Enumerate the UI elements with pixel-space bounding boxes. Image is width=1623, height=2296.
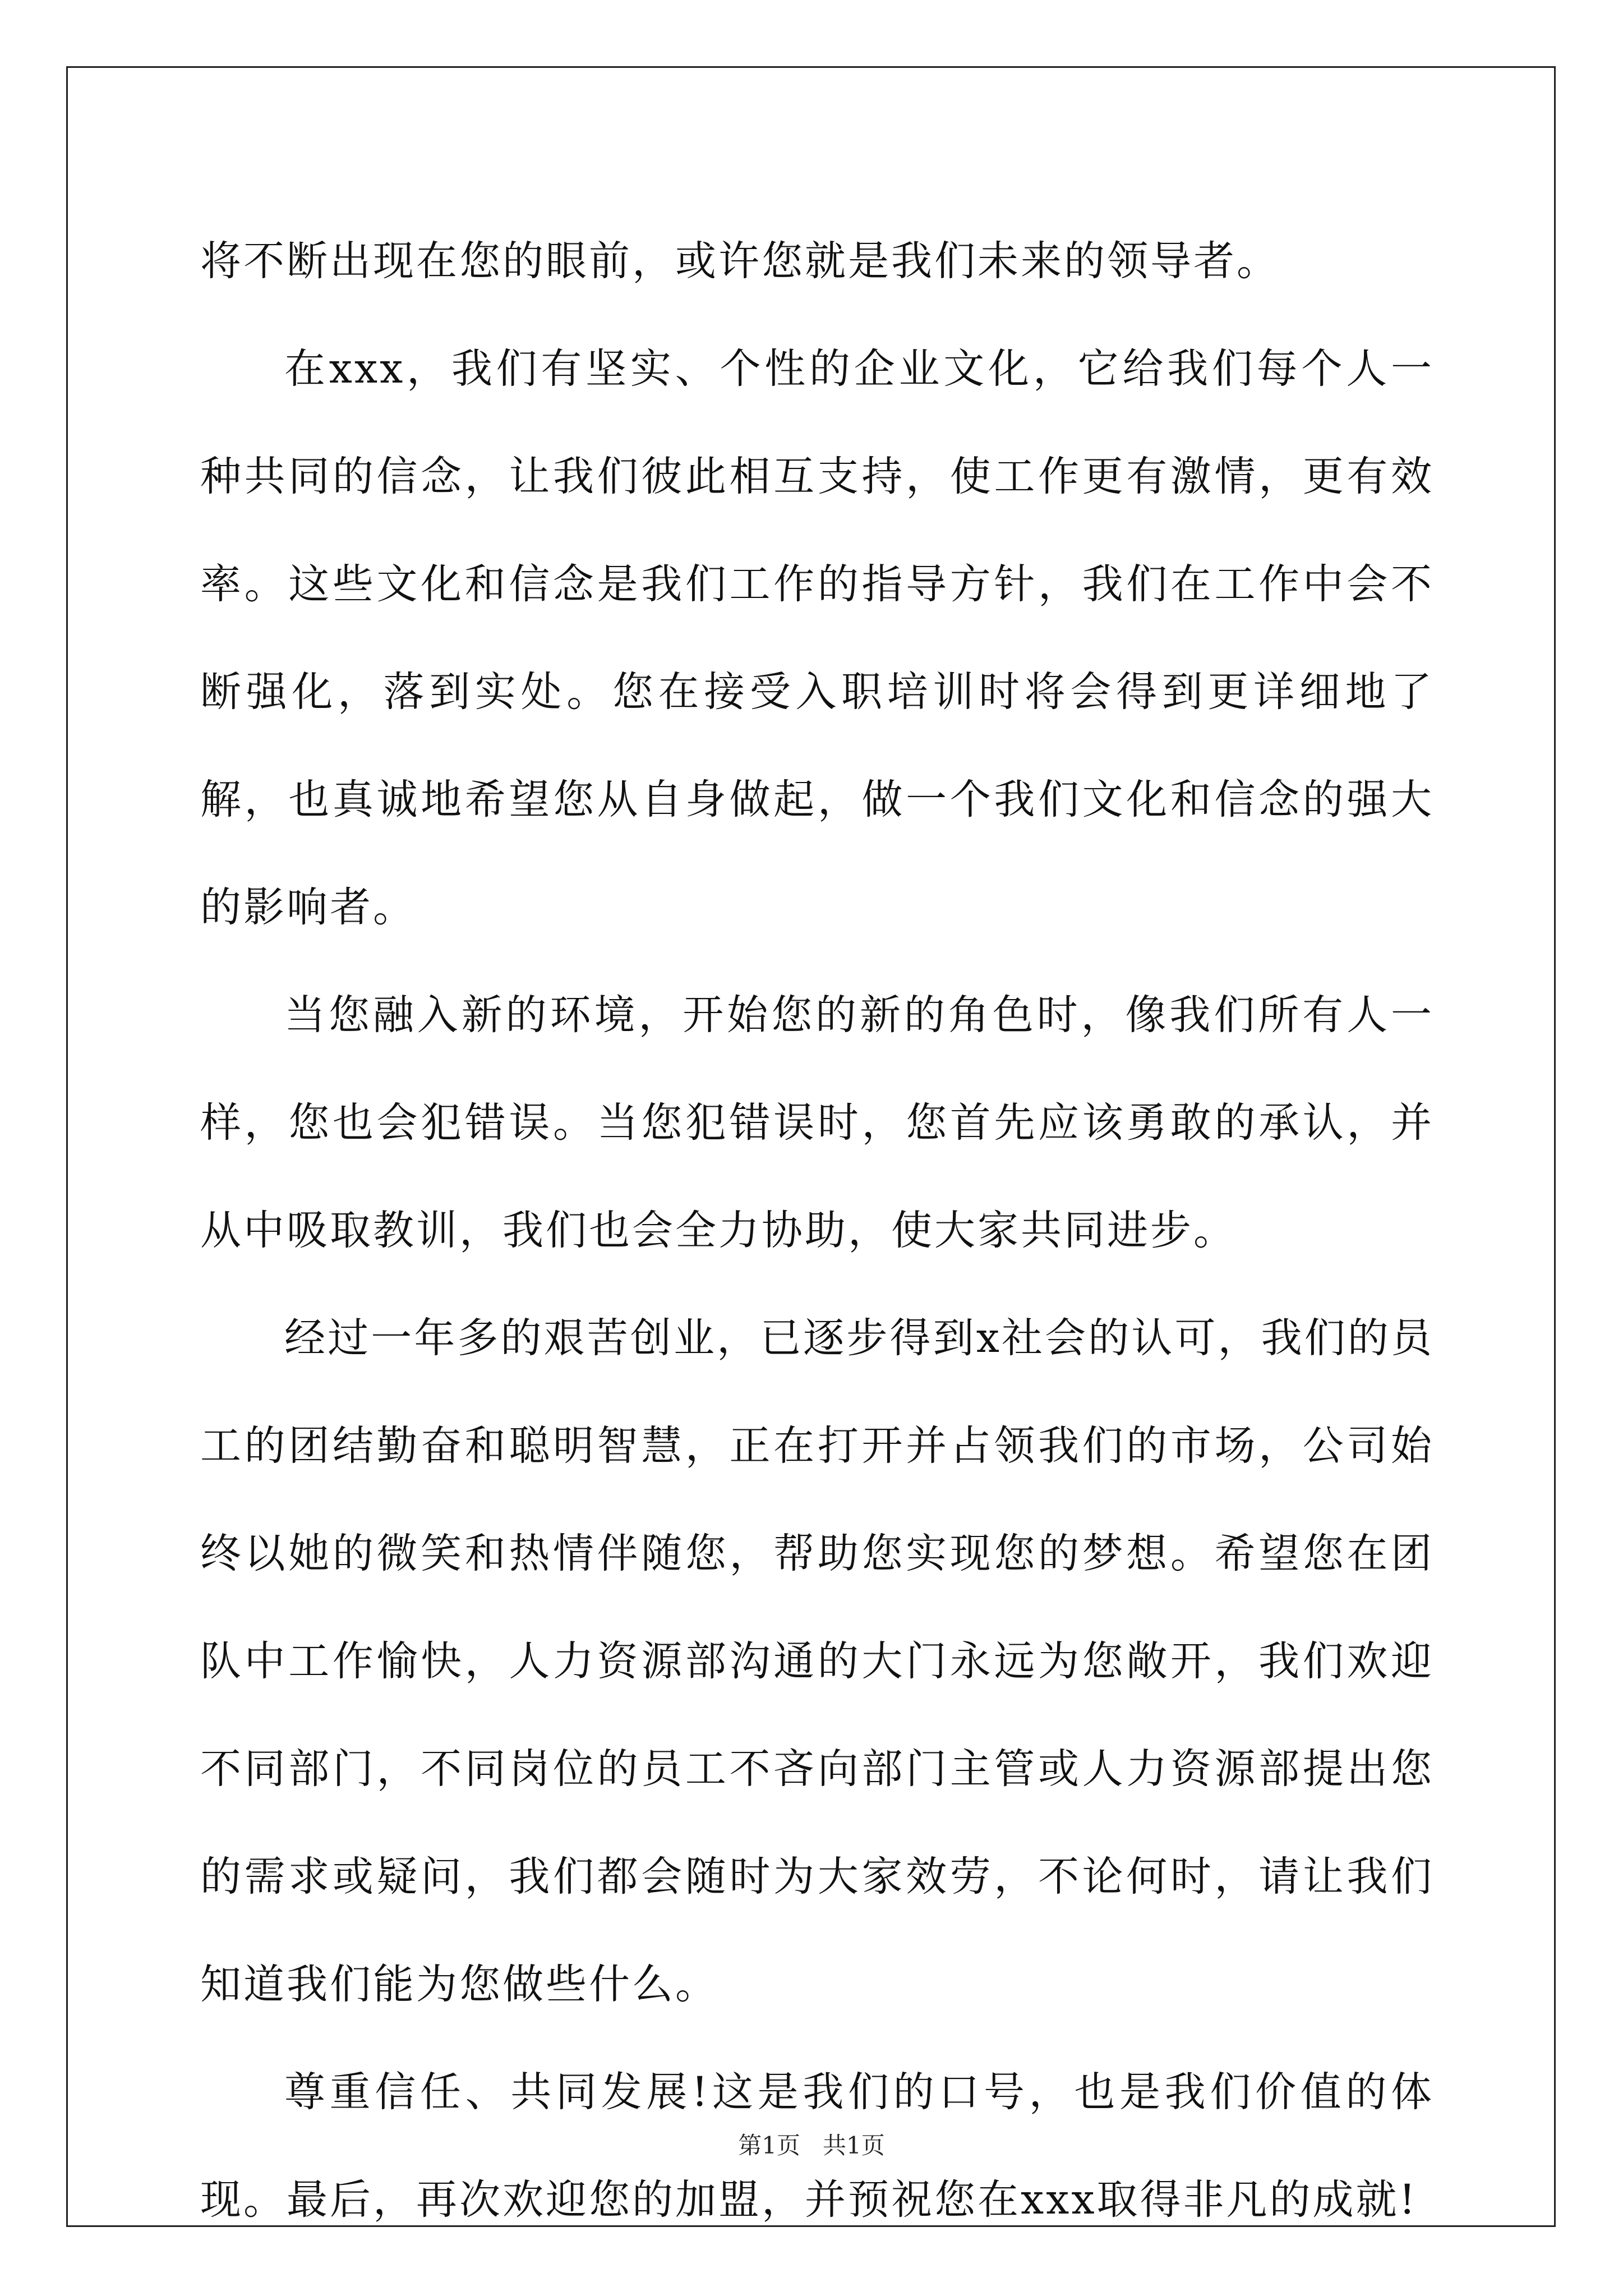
paragraph-closing: 尊重信任、共同发展!这是我们的口号，也是我们价值的体现。最后，再次欢迎您的加盟，并预祝您在xxx取得非凡的成就! [200, 2068, 1434, 2224]
page-footer [0, 2129, 1623, 2162]
page-number-current: 第1页 [738, 2132, 800, 2159]
paragraph-mistakes: 当您融入新的环境，开始您的新的角色时，像我们所有人一样，您也会犯错误。当您犯错误时，您首先应该勇敢的承认，并从中吸取教训，我们也会全力协助，使大家共同进步。 [200, 991, 1434, 1254]
paragraph-continuation: 将不断出现在您的眼前，或许您就是我们未来的领导者。 [200, 237, 1280, 285]
document-body [200, 208, 1434, 2254]
paragraph-company-growth: 经过一年多的艰苦创业，已逐步得到x社会的认可，我们的员工的团结勤奋和聪明智慧，正在打开并占领我们的市场，公司始终以她的微笑和热情伴随您，帮助您实现您的梦想。希望您在团队中工作愉快，人力资源部沟通的大门永远为您敞开，我们欢迎不同部门，不同岗位的员工不吝向部门主管或人力资源部提出您的需求或疑问，我们都会随时为大家效劳，不论何时，请让我们知道我们能为您做些什么。 [200, 1314, 1434, 2008]
page-number-total: 共1页 [823, 2132, 885, 2159]
paragraph-company-culture: 在xxx，我们有坚实、个性的企业文化，它给我们每个人一种共同的信念，让我们彼此相互支持，使工作更有激情，更有效率。这些文化和信念是我们工作的指导方针，我们在工作中会不断强化，落到实处。您在接受入职培训时将会得到更详细地了解，也真诚地希望您从自身做起，做一个我们文化和信念的强大的影响者。 [200, 345, 1434, 931]
